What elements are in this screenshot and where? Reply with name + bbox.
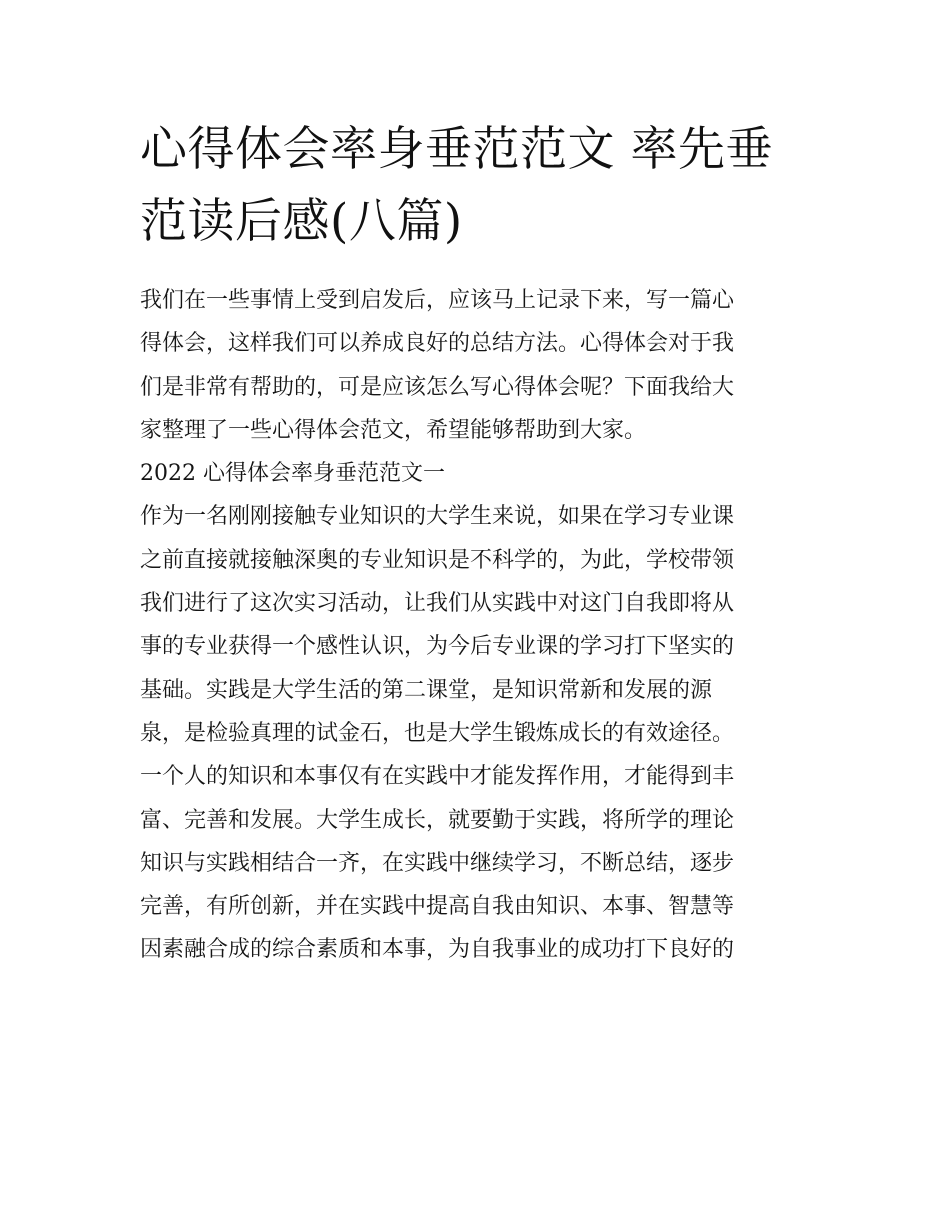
section-line: 我们进行了这次实习活动，让我们从实践中对这门自我即将从	[140, 591, 735, 617]
section-line: 作为一名刚刚接触专业知识的大学生来说，如果在学习专业课	[140, 504, 735, 530]
section-line: 知识与实践相结合一齐，在实践中继续学习，不断总结，逐步	[140, 850, 735, 876]
intro-line: 家整理了一些心得体会范文，希望能够帮助到大家。	[140, 417, 647, 443]
section-line: 泉，是检验真理的试金石，也是大学生锻炼成长的有效途径。	[140, 720, 735, 746]
intro-line: 得体会，这样我们可以养成良好的总结方法。心得体会对于我	[140, 331, 735, 357]
section-line: 完善，有所创新，并在实践中提高自我由知识、本事、智慧等	[140, 894, 735, 920]
intro-line: 们是非常有帮助的，可是应该怎么写心得体会呢？下面我给大	[140, 374, 735, 400]
title-line: 范读后感(八篇)	[140, 194, 463, 249]
document-body	[140, 279, 820, 972]
section-line: 因素融合成的综合素质和本事，为自我事业的成功打下良好的	[140, 937, 735, 963]
section-heading: 2022 心得体会率身垂范范文一	[140, 461, 445, 487]
section-line: 事的专业获得一个感性认识，为今后专业课的学习打下坚实的	[140, 634, 735, 660]
section-line: 基础。实践是大学生活的第二课堂，是知识常新和发展的源	[140, 677, 713, 703]
section-line: 富、完善和发展。大学生成长，就要勤于实践，将所学的理论	[140, 807, 735, 833]
section-line: 之前直接就接触深奥的专业知识是不科学的，为此，学校带领	[140, 547, 735, 573]
document-title	[140, 114, 820, 258]
title-line: 心得体会率身垂范范文 率先垂	[140, 122, 773, 177]
section-line: 一个人的知识和本事仅有在实践中才能发挥作用，才能得到丰	[140, 764, 735, 790]
intro-line: 我们在一些事情上受到启发后，应该马上记录下来，写一篇心	[140, 288, 735, 313]
